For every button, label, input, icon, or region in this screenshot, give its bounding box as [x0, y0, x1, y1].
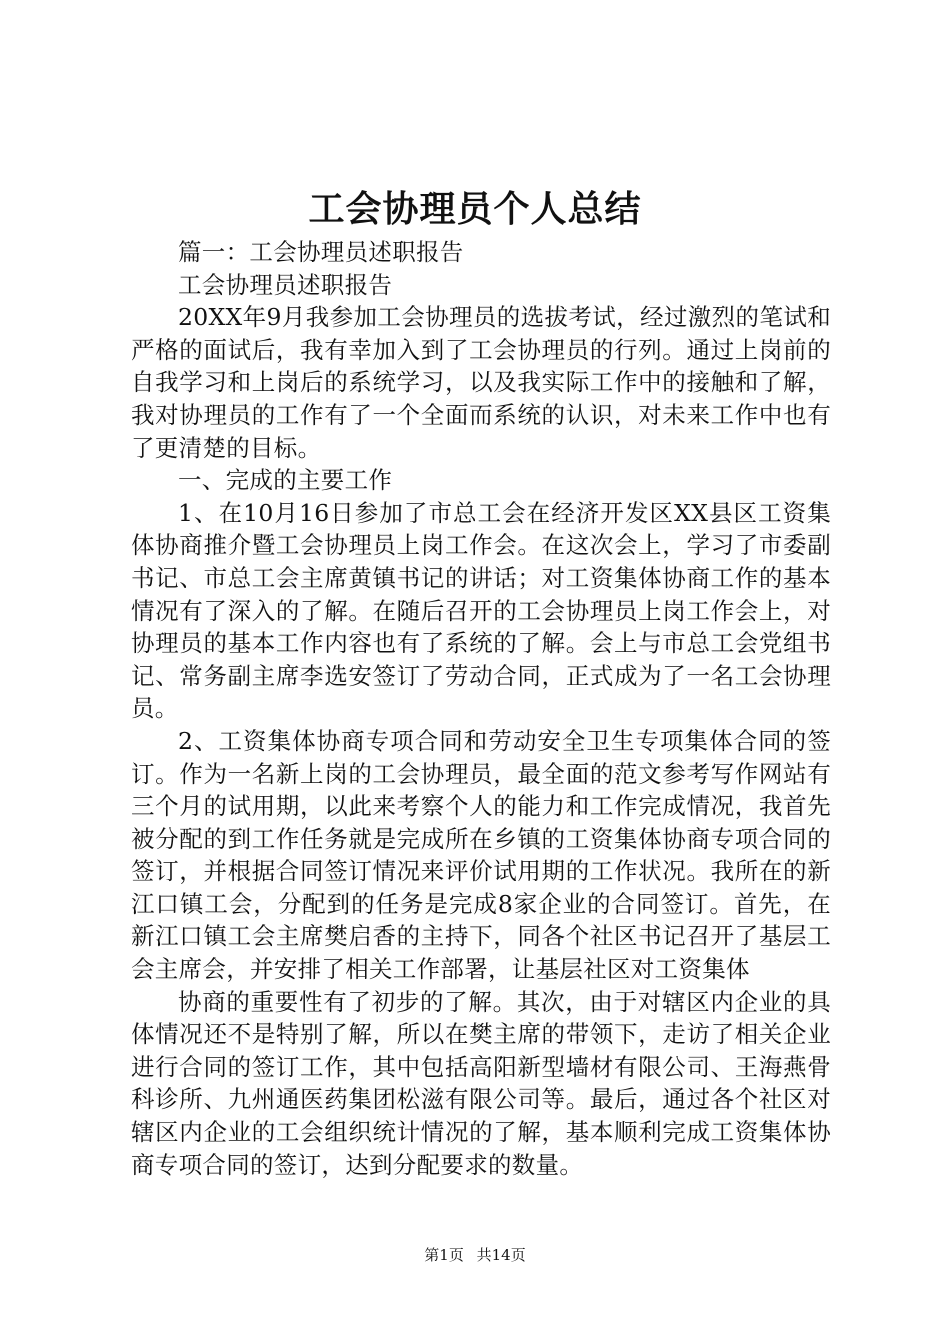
body-paragraph: 1、在10月16日参加了市总工会在经济开发区XX县区工资集体协商推介暨工会协理员上岗工作会。在这次会上，学习了市委副书记、市总工会主席黄镇书记的讲话；对工资集体协商工作的基本情况有了深入的了解。在随后召开的工会协理员上岗工作会上，对协理员的基本工作内容也有了系统的了解。会上与市总工会党组书记、常务副主席李选安签订了劳动合同，正式成为了一名工会协理员。: [131, 498, 831, 723]
page-footer: [0, 1244, 950, 1266]
report-subtitle: 工会协理员述职报告: [178, 270, 393, 299]
section-heading: 一、完成的主要工作: [178, 466, 393, 495]
body-paragraph: 20XX年9月我参加工会协理员的选拔考试，经过激烈的笔试和严格的面试后，我有幸加入到了工会协理员的行列。通过上岗前的自我学习和上岗后的系统学习，以及我实际工作中的接触和了解，我对协理员的工作有了一个全面而系统的认识，对未来工作中也有了更清楚的目标。: [131, 303, 831, 462]
body-paragraph: 协商的重要性有了初步的了解。其次，由于对辖区内企业的具体情况还不是特别了解，所以在樊主席的带领下，走访了相关企业进行合同的签订工作，其中包括高阳新型墙材有限公司、王海燕骨科诊所、九州通医药集团松滋有限公司等。最后，通过各个社区对辖区内企业的工会组织统计情况的了解，基本顺利完成工资集体协商专项合同的签订，达到分配要求的数量。: [131, 987, 831, 1179]
page-total: 共14页: [476, 1246, 526, 1264]
section-heading: 篇一：工会协理员述职报告: [178, 238, 464, 266]
body-paragraph: 2、工资集体协商专项合同和劳动安全卫生专项集体合同的签订。作为一名新上岗的工会协理员，最全面的范文参考写作网站有三个月的试用期，以此来考察个人的能力和工作完成情况，我首先被分配的到工作任务就是完成所在乡镇的工资集体协商专项合同的签订，并根据合同签订情况来评价试用期的工作状况。我所在的新江口镇工会，分配到的任务是完成8家企业的合同签订。首先，在新江口镇工会主席樊启香的主持下，同各个社区书记召开了基层工会主席会，并安排了相关工作部署，让基层社区对工资集体: [131, 726, 831, 984]
document-title: 工会协理员个人总结: [308, 188, 642, 230]
document-body: [131, 236, 831, 1181]
page-number: 第1页: [424, 1246, 464, 1264]
